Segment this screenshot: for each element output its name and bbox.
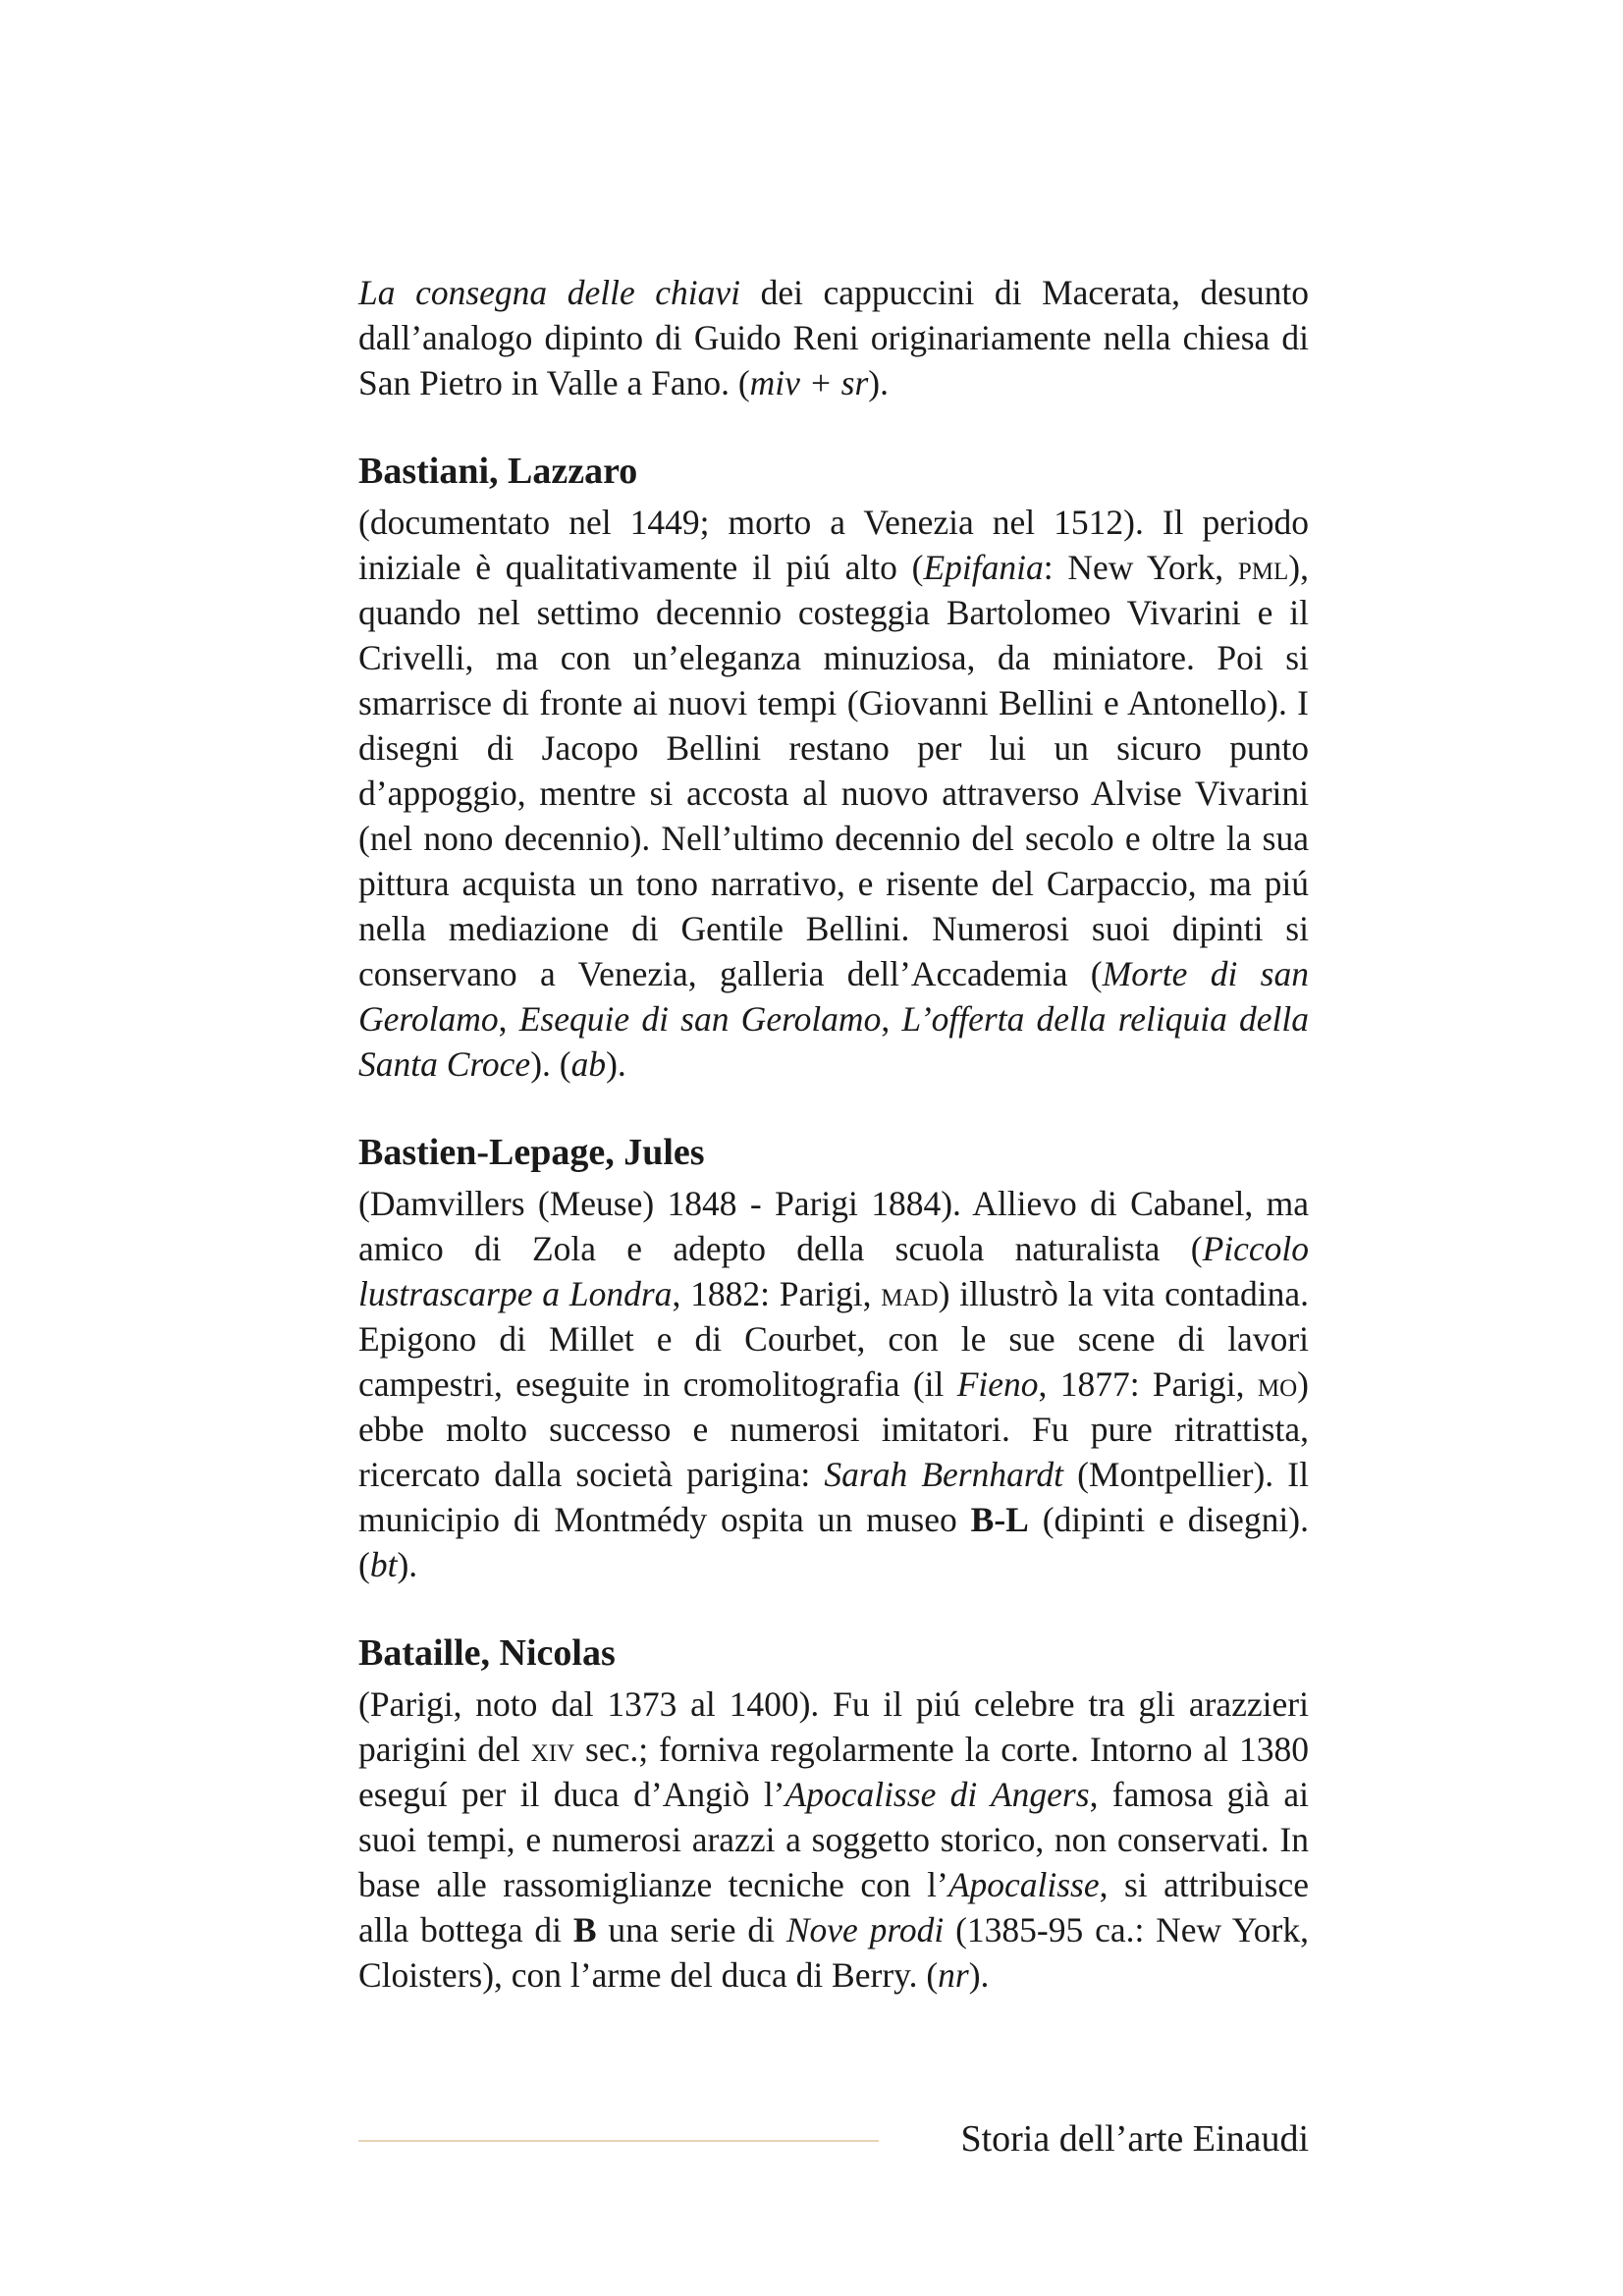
entry-text-segment: sec.; forniva regolarmente la corte. Intorno al 1380 eseguí per il duca d’Angiò l’ [358,1730,1309,1814]
page-body [358,270,1309,1998]
entry-text-segment: mo [1257,1364,1298,1404]
entry-text-segment: B [572,1910,597,1949]
entry-text-segment: ). [968,1955,990,1995]
entry-text-segment: Apocalisse di Angers [784,1775,1090,1814]
entry-body [358,1682,1309,1998]
entry-bastiani [358,447,1309,1087]
entry-text-segment: (Damvillers (Meuse) 1848 - Parigi 1884). Allievo di Cabanel, ma amico di Zola e adepto della scuola naturalista ( [358,1184,1309,1268]
intro-text-end: ). [868,363,889,402]
entry-text-segment: bt [369,1545,398,1584]
entry-text-segment: , famosa già ai suoi tempi, e numerosi arazzi a soggetto storico, non conservati. In base alle rassomiglianze tecniche con l’ [358,1775,1309,1904]
entry-text-segment: (documentato nel 1449; morto a Venezia nel 1512). Il periodo iniziale è qualitativamente il piú alto ( [358,503,1309,587]
entry-title: Bastiani, Lazzaro [358,451,638,492]
entry-body [358,1181,1309,1587]
entry-text-segment: : New York, [1043,548,1238,587]
entry-text-segment: , si attribuisce alla bottega di [358,1865,1309,1949]
intro-paragraph [358,270,1309,405]
entry-text-segment: Esequie di san Gerolamo [518,999,882,1039]
entry-text-segment: Piccolo lustrascarpe a Londra [358,1229,1309,1313]
entry-text-segment: una serie di [596,1910,786,1949]
entry-text-segment: nr [938,1955,969,1995]
entry-text-segment: Apocalisse [947,1865,1100,1904]
entry-text-segment: , 1882: Parigi, [672,1274,882,1313]
entry-text-segment: (dipinti e disegni). ( [358,1500,1309,1584]
entry-text-segment: , 1877: Parigi, [1038,1364,1258,1404]
entry-title: Bataille, Nicolas [358,1632,616,1674]
entry-text-segment: L’offerta della reliquia della Santa Croce [358,999,1310,1084]
entry-text-segment: (Parigi, noto dal 1373 al 1400). Fu il piú celebre tra gli arazzieri parigini del [358,1684,1309,1769]
entry-text-segment: , [498,999,519,1039]
entry-title: Bastien-Lepage, Jules [358,1132,705,1173]
entry-text-segment: ) ebbe molto successo e numerosi imitatori. Fu pure ritrattista, ricercato dalla società parigina: [358,1364,1309,1494]
entry-body [358,500,1309,1087]
entry-text-segment: pml [1237,548,1289,587]
entry-text-segment: (Montpellier). Il municipio di Montmédy ospita un museo [358,1455,1309,1539]
entry-text-segment: ). ( [530,1044,571,1084]
entry-text-segment: Morte di san Gerolamo [358,954,1309,1039]
entry-text-segment: mad [881,1274,939,1313]
entry-text-segment: B-L [970,1500,1029,1539]
entry-bastien-lepage [358,1128,1309,1587]
entry-text-segment: ) illustrò la vita contadina. Epigono di Millet e di Courbet, con le sue scene di lavori campestri, eseguite in cromolitografia (il [358,1274,1309,1404]
intro-author-initials: miv + sr [749,363,869,402]
entry-text-segment: Nove prodi [785,1910,945,1949]
entry-text-segment: ab [570,1044,607,1084]
footer-rule [358,2140,879,2142]
entry-text-segment: xiv [530,1730,575,1769]
entry-text-segment: Sarah Bernhardt [824,1455,1063,1494]
entry-bataille [358,1629,1309,1998]
entry-text-segment: Fieno [956,1364,1039,1404]
entry-text-segment: ). [397,1545,418,1584]
entry-text-segment: , [881,999,902,1039]
entry-text-segment: (1385-95 ca.: New York, Cloisters), con l’arme del duca di Berry. ( [358,1910,1309,1995]
intro-text: dei cappuccini di Macerata, desunto dall’analogo dipinto di Guido Reni originariamente nella chiesa di San Pietro in Valle a Fano. ( [358,273,1309,402]
intro-artwork-title: La consegna delle chiavi [358,273,741,312]
entry-text-segment: Epifania [923,548,1044,587]
entry-text-segment: ), quando nel settimo decennio costeggia Bartolomeo Vivarini e il Crivelli, ma con un’eleganza minuziosa, da miniatore. Poi si smarrisce di fronte ai nuovi tempi (Giovanni Bellini e Antonello). I disegni di Jacopo Bellini restano per lui un sicuro punto d’appoggio, mentre si accosta al nuovo attraverso Alvise Vivarini (nel nono decennio). Nell’ultimo decennio del secolo e oltre la sua pittura acquista un tono narrativo, e risente del Carpaccio, ma piú nella mediazione di Gentile Bellini. Numerosi suoi dipinti si conservano a Venezia, galleria dell’Accademia ( [358,548,1309,993]
footer-publisher: Storia dell’arte Einaudi [960,2118,1309,2160]
entry-text-segment: ). [606,1044,626,1084]
